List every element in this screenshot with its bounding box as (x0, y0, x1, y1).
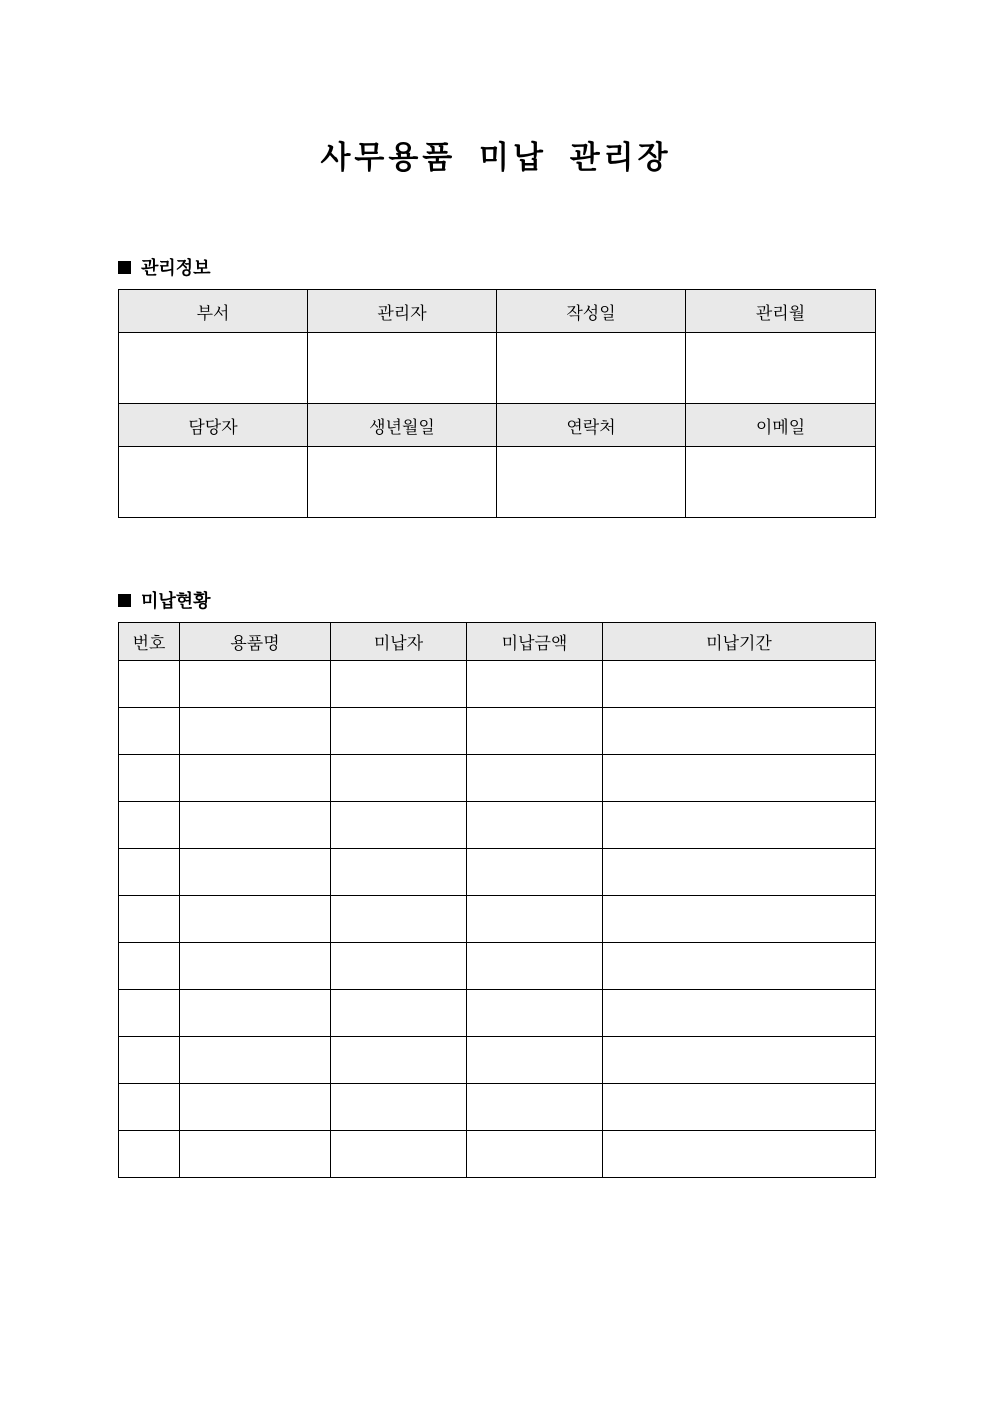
square-bullet-icon (118, 594, 131, 607)
unpaid-person-cell[interactable] (331, 990, 467, 1037)
header-managed-month: 관리월 (686, 290, 876, 333)
header-row (119, 623, 876, 661)
unpaid-person-cell[interactable] (331, 849, 467, 896)
unpaid-amount-cell[interactable] (467, 1037, 603, 1084)
unpaid-period-cell[interactable] (603, 1037, 876, 1084)
unpaid-amount-cell[interactable] (467, 1131, 603, 1178)
header-item-name: 용품명 (180, 623, 331, 661)
header-email: 이메일 (686, 404, 876, 447)
unpaid-period-cell[interactable] (603, 708, 876, 755)
input-row (119, 447, 876, 518)
table-row (119, 990, 876, 1037)
unpaid-amount-cell[interactable] (467, 849, 603, 896)
contact-cell[interactable] (497, 447, 686, 518)
unpaid-period-cell[interactable] (603, 755, 876, 802)
number-cell[interactable] (119, 755, 180, 802)
header-unpaid-period: 미납기간 (603, 623, 876, 661)
unpaid-period-cell[interactable] (603, 1131, 876, 1178)
table-row (119, 1084, 876, 1131)
item-name-cell[interactable] (180, 990, 331, 1037)
unpaid-amount-cell[interactable] (467, 708, 603, 755)
manager-cell[interactable] (308, 333, 497, 404)
unpaid-amount-cell[interactable] (467, 1084, 603, 1131)
unpaid-person-cell[interactable] (331, 896, 467, 943)
number-cell[interactable] (119, 661, 180, 708)
birthdate-cell[interactable] (308, 447, 497, 518)
table-row (119, 661, 876, 708)
unpaid-period-cell[interactable] (603, 802, 876, 849)
unpaid-period-cell[interactable] (603, 849, 876, 896)
header-date-created: 작성일 (497, 290, 686, 333)
item-name-cell[interactable] (180, 849, 331, 896)
header-contact: 연락처 (497, 404, 686, 447)
table-row (119, 755, 876, 802)
number-cell[interactable] (119, 849, 180, 896)
unpaid-person-cell[interactable] (331, 1037, 467, 1084)
table-row (119, 1131, 876, 1178)
section-heading-label: 관리정보 (141, 258, 211, 279)
unpaid-period-cell[interactable] (603, 990, 876, 1037)
number-cell[interactable] (119, 708, 180, 755)
unpaid-amount-cell[interactable] (467, 755, 603, 802)
unpaid-amount-cell[interactable] (467, 661, 603, 708)
header-number: 번호 (119, 623, 180, 661)
status-table-body (119, 661, 876, 1178)
header-manager: 관리자 (308, 290, 497, 333)
number-cell[interactable] (119, 1037, 180, 1084)
table-row (119, 1037, 876, 1084)
unpaid-person-cell[interactable] (331, 1084, 467, 1131)
number-cell[interactable] (119, 943, 180, 990)
item-name-cell[interactable] (180, 661, 331, 708)
table-row (119, 943, 876, 990)
header-row (119, 404, 876, 447)
table-row (119, 802, 876, 849)
unpaid-person-cell[interactable] (331, 661, 467, 708)
item-name-cell[interactable] (180, 1084, 331, 1131)
page-title: 사무용품 미납 관리장 (320, 140, 672, 176)
unpaid-period-cell[interactable] (603, 661, 876, 708)
item-name-cell[interactable] (180, 802, 331, 849)
section-heading-management-info (118, 254, 211, 280)
header-department: 부서 (119, 290, 308, 333)
header-birthdate: 생년월일 (308, 404, 497, 447)
managed-month-cell[interactable] (686, 333, 876, 404)
unpaid-period-cell[interactable] (603, 896, 876, 943)
number-cell[interactable] (119, 896, 180, 943)
section-heading-unpaid-status (118, 587, 211, 613)
header-unpaid-amount: 미납금액 (467, 623, 603, 661)
section-heading-label: 미납현황 (141, 591, 211, 612)
item-name-cell[interactable] (180, 708, 331, 755)
item-name-cell[interactable] (180, 943, 331, 990)
management-info-table (118, 289, 876, 518)
item-name-cell[interactable] (180, 755, 331, 802)
item-name-cell[interactable] (180, 1037, 331, 1084)
number-cell[interactable] (119, 1131, 180, 1178)
table-row (119, 708, 876, 755)
department-cell[interactable] (119, 333, 308, 404)
date-created-cell[interactable] (497, 333, 686, 404)
input-row (119, 333, 876, 404)
table-row (119, 849, 876, 896)
email-cell[interactable] (686, 447, 876, 518)
person-in-charge-cell[interactable] (119, 447, 308, 518)
unpaid-person-cell[interactable] (331, 708, 467, 755)
unpaid-status-table (118, 622, 876, 1178)
item-name-cell[interactable] (180, 1131, 331, 1178)
number-cell[interactable] (119, 802, 180, 849)
unpaid-period-cell[interactable] (603, 1084, 876, 1131)
unpaid-amount-cell[interactable] (467, 943, 603, 990)
unpaid-amount-cell[interactable] (467, 896, 603, 943)
unpaid-person-cell[interactable] (331, 1131, 467, 1178)
unpaid-person-cell[interactable] (331, 802, 467, 849)
number-cell[interactable] (119, 1084, 180, 1131)
item-name-cell[interactable] (180, 896, 331, 943)
header-row (119, 290, 876, 333)
header-unpaid-person: 미납자 (331, 623, 467, 661)
unpaid-person-cell[interactable] (331, 755, 467, 802)
unpaid-period-cell[interactable] (603, 943, 876, 990)
square-bullet-icon (118, 261, 131, 274)
unpaid-amount-cell[interactable] (467, 990, 603, 1037)
header-person-in-charge: 담당자 (119, 404, 308, 447)
table-row (119, 896, 876, 943)
unpaid-amount-cell[interactable] (467, 802, 603, 849)
unpaid-person-cell[interactable] (331, 943, 467, 990)
number-cell[interactable] (119, 990, 180, 1037)
